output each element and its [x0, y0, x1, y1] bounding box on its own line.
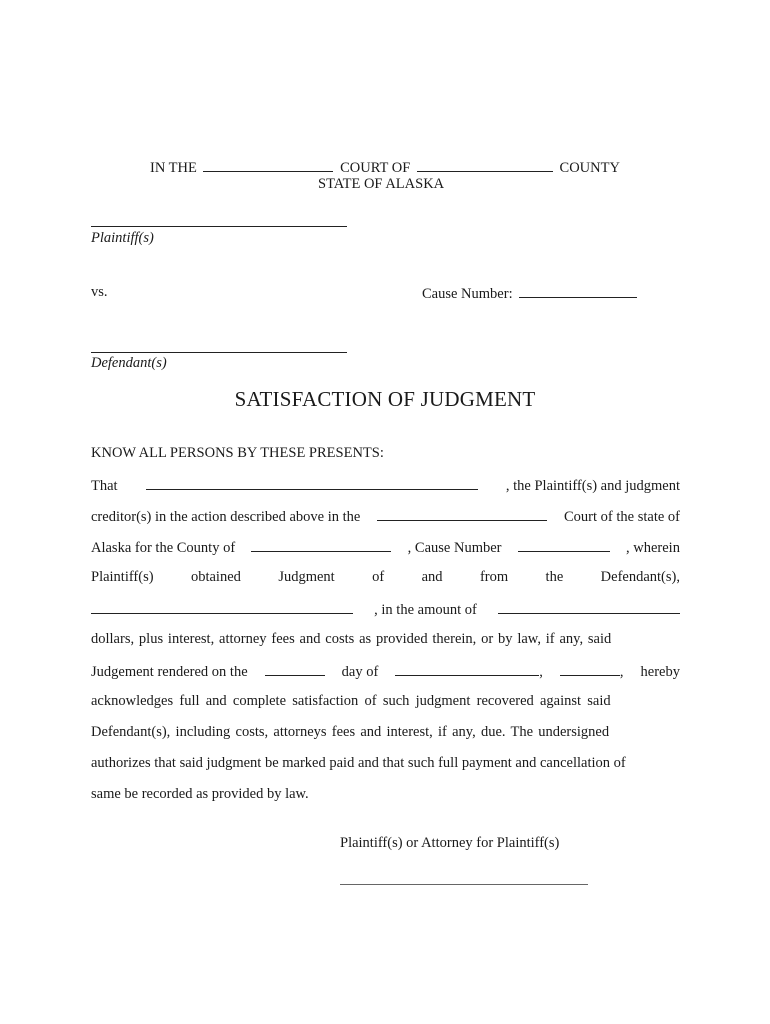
court-of-state-text: Court of the state of — [564, 509, 680, 525]
cause-number-blank[interactable] — [519, 284, 637, 298]
header-court-line — [150, 158, 620, 177]
creditor-text: creditor(s) in the action described above in the — [91, 509, 361, 525]
body-line-6 — [91, 631, 680, 648]
authorizes-text: authorizes that said judgment be marked paid and that such full payment and cancellation of — [91, 755, 626, 771]
body-line-7 — [91, 662, 680, 681]
body-line-3 — [91, 538, 680, 557]
word: from — [479, 569, 509, 585]
plaintiff-creditor-blank[interactable] — [146, 476, 478, 490]
day-blank[interactable] — [265, 662, 325, 676]
word: Judgment — [278, 569, 335, 585]
comma: , — [539, 664, 543, 680]
document-title: SATISFACTION OF JUDGMENT — [234, 387, 536, 411]
word: and — [421, 569, 443, 585]
body-cause-number-blank[interactable] — [518, 538, 610, 552]
vs-text: vs. — [91, 284, 108, 300]
dollars-text: dollars, plus interest, attorney fees and costs as provided therein, or by law, if any, said — [91, 631, 612, 647]
county-blank[interactable] — [251, 538, 391, 552]
county-name-blank[interactable] — [417, 158, 553, 172]
defendant-name-blank[interactable] — [91, 352, 347, 353]
plaintiff-label: Plaintiff(s) — [91, 230, 154, 246]
year-blank[interactable] — [560, 662, 620, 676]
state-line: STATE OF ALASKA — [318, 176, 445, 192]
defendant-blank[interactable] — [91, 600, 353, 614]
cause-number-label: Cause Number: — [422, 286, 513, 302]
day-of-text: day of — [341, 664, 379, 680]
county-text: COUNTY — [559, 160, 620, 176]
in-the-text: IN THE — [150, 160, 197, 176]
word: the — [545, 569, 564, 585]
body-line-8 — [91, 693, 680, 710]
acknowledges-text: acknowledges full and complete satisfaction of such judgment recovered against said — [91, 693, 611, 709]
signature-label: Plaintiff(s) or Attorney for Plaintiff(s) — [340, 835, 560, 851]
wherein-text: , wherein — [626, 540, 680, 556]
body-line-10 — [91, 755, 680, 772]
year-group — [560, 662, 624, 681]
body-line-5 — [91, 600, 680, 619]
signature-line[interactable] — [340, 884, 588, 885]
body-line-9 — [91, 724, 680, 741]
hereby-text: hereby — [640, 664, 680, 680]
county-of-text: Alaska for the County of — [91, 540, 236, 556]
body-line-4 — [91, 569, 680, 586]
amount-of-text: , in the amount of — [374, 602, 477, 618]
word: Defendant(s), — [600, 569, 680, 585]
body-line-1 — [91, 476, 680, 495]
plaintiff-name-blank[interactable] — [91, 226, 347, 227]
amount-blank[interactable] — [498, 600, 680, 614]
word: of — [372, 569, 385, 585]
that-text: That — [91, 478, 118, 494]
month-group — [395, 662, 543, 681]
comma: , — [619, 664, 624, 680]
word: obtained — [190, 569, 241, 585]
intro-line: KNOW ALL PERSONS BY THESE PRESENTS: — [91, 445, 384, 461]
rendered-on-text: Judgement rendered on the — [91, 664, 248, 680]
court-blank[interactable] — [377, 507, 547, 521]
court-name-blank[interactable] — [203, 158, 333, 172]
body-line-2 — [91, 507, 680, 526]
cause-number-text: , Cause Number — [407, 540, 502, 556]
court-of-text: COURT OF — [340, 160, 411, 176]
defendants-text: Defendant(s), including costs, attorneys fees and interest, if any, due. The undersigned — [91, 724, 610, 740]
cause-number-line — [422, 284, 637, 303]
plaintiff-judgment-text: , the Plaintiff(s) and judgment — [505, 478, 680, 494]
defendant-label: Defendant(s) — [91, 355, 167, 371]
month-blank[interactable] — [395, 662, 539, 676]
word: Plaintiff(s) — [91, 569, 154, 585]
body-line-11: same be recorded as provided by law. — [91, 786, 309, 802]
